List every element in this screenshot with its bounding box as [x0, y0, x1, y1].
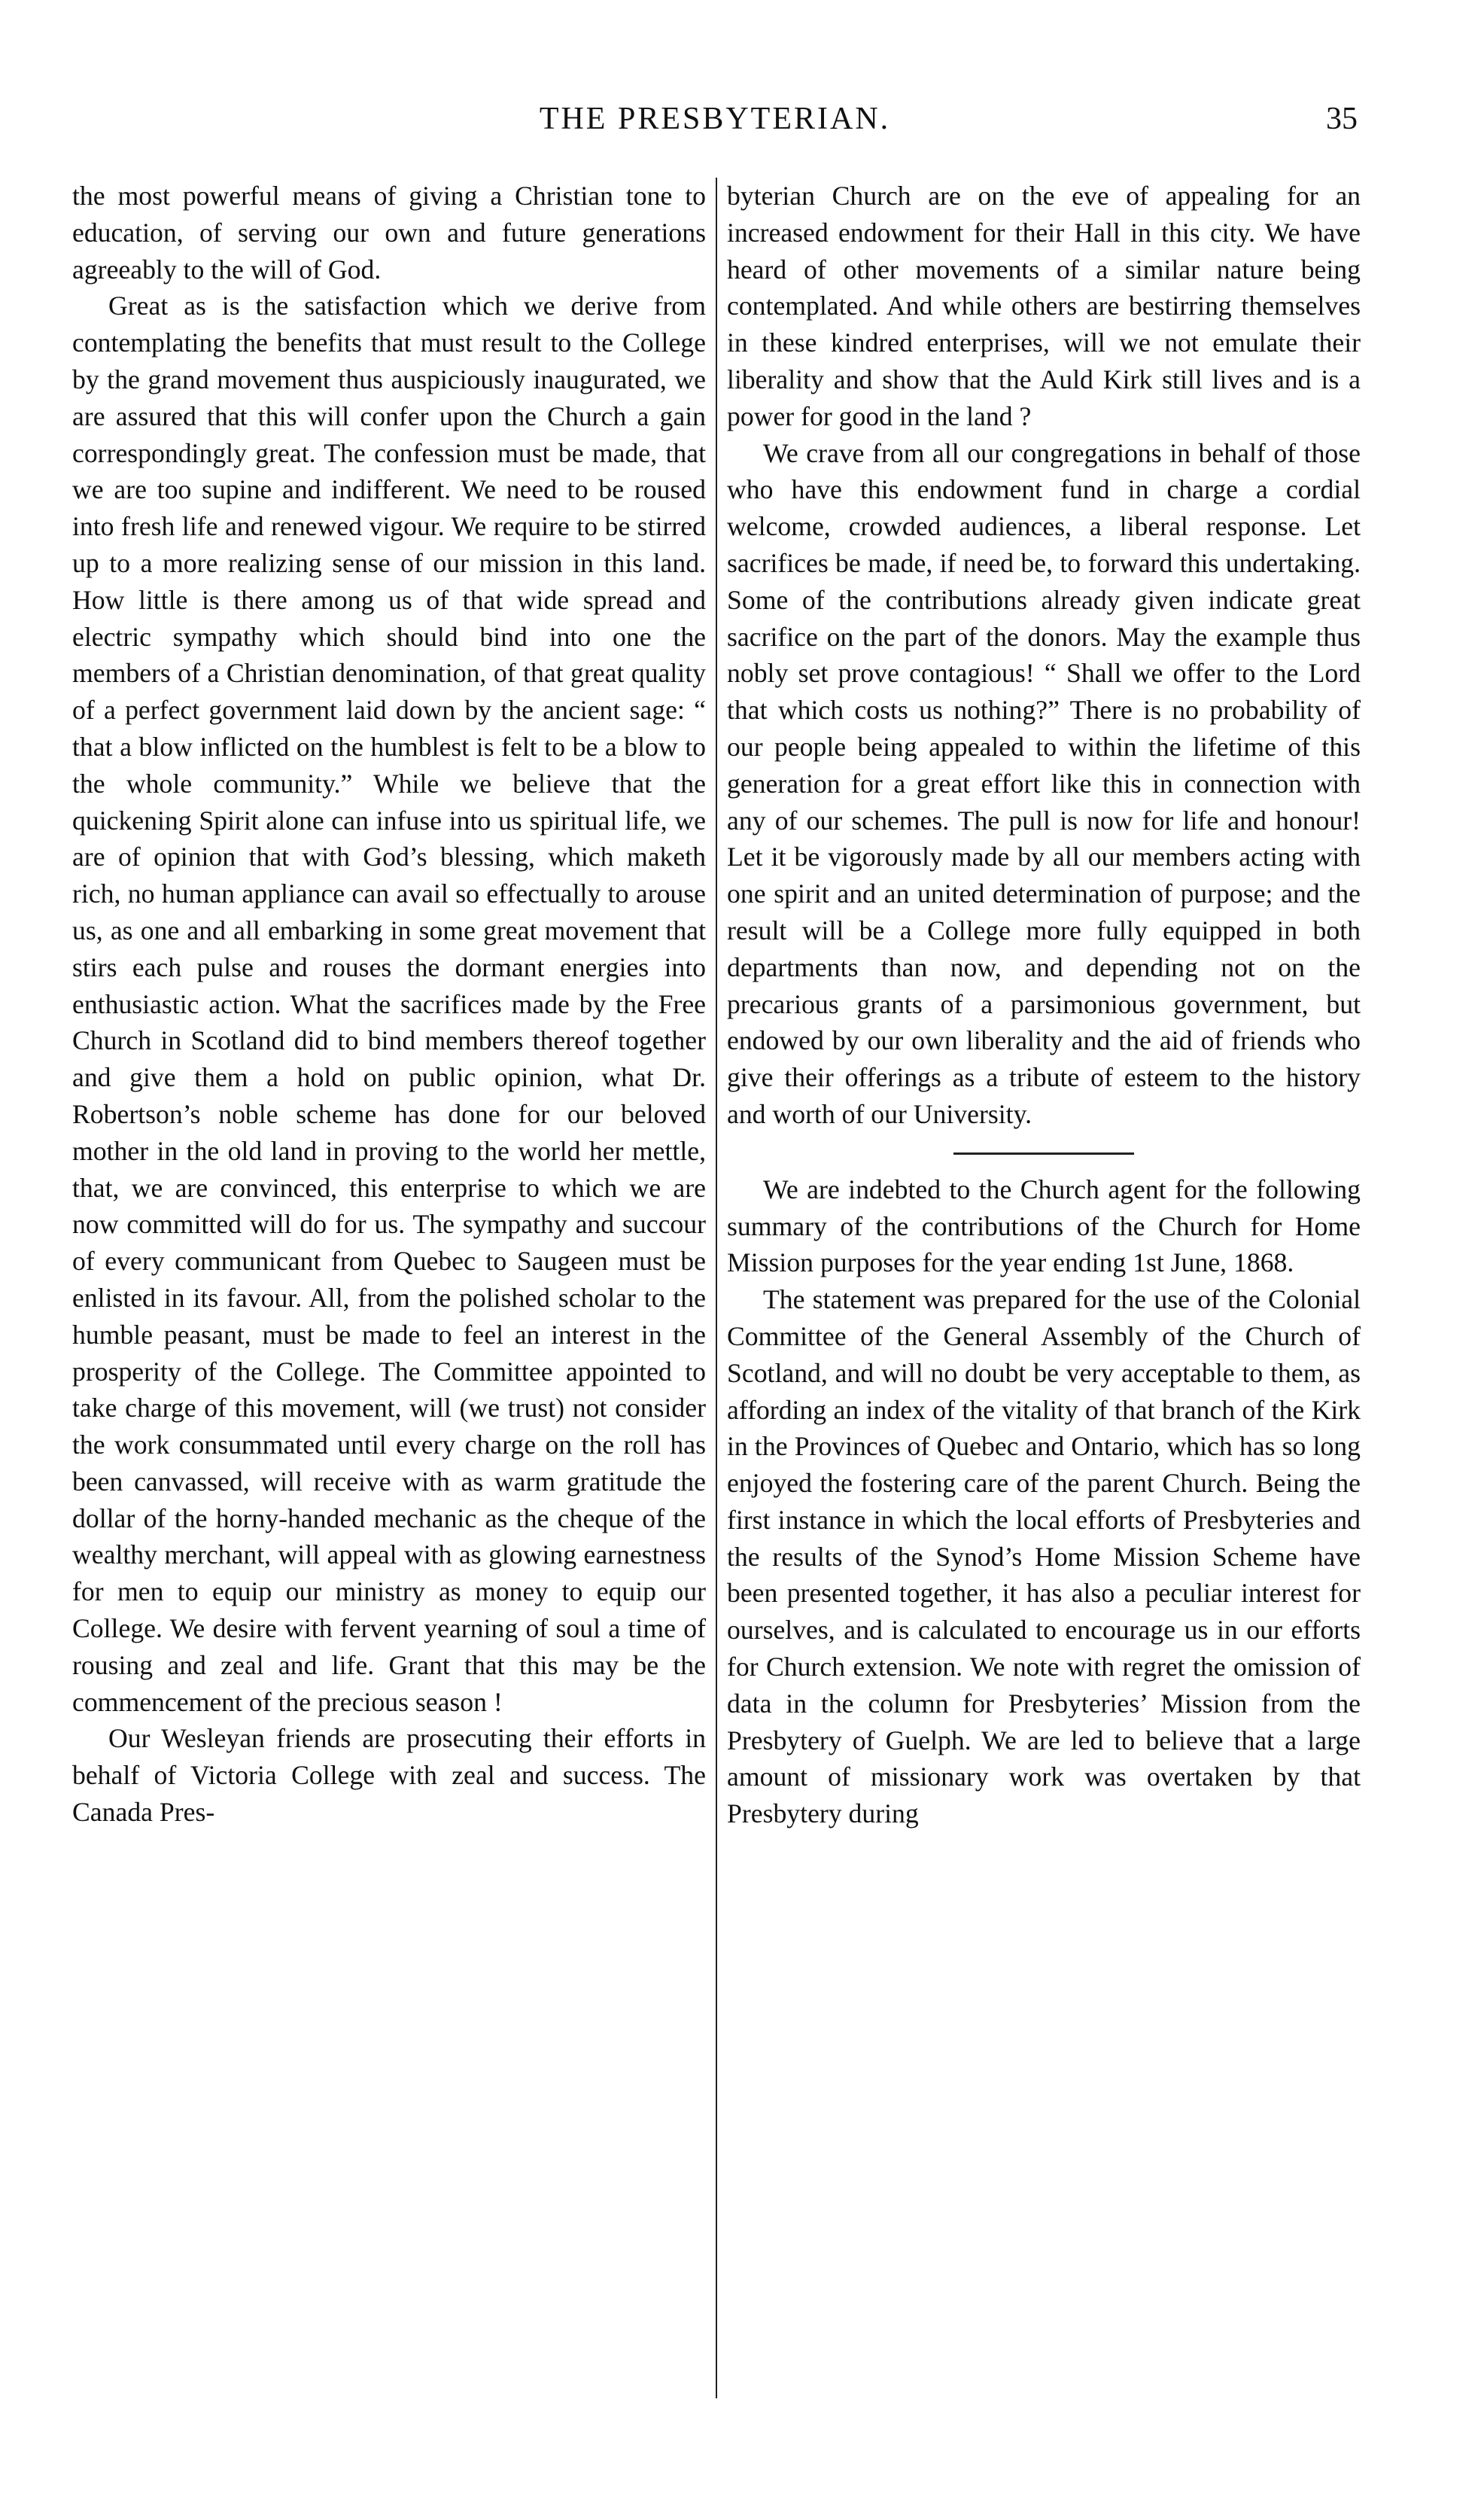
running-head	[72, 96, 1358, 142]
right-section2-paragraph-1: We are indebted to the Church agent for the following summary of the contributions of the Church for Home Mission purposes for the year ending 1st June, 1868.	[727, 1174, 1361, 1278]
right-paragraph-1: byterian Church are on the eve of appealing for an increased endowment for their Hall in this city. We have heard of other movements of a similar nature being contemplated. And while others are bestirring themselves in these kindred enterprises, will we not emulate their liberality and show that the Auld Kirk still lives and is a power for good in the land ?	[727, 181, 1361, 431]
section-divider	[953, 1152, 1134, 1155]
right-paragraph-2: We crave from all our congregations in behalf of those who have this endowment fund in charge a cordial welcome, crowded audiences, a liberal response. Let sacrifices be made, if need be, to forward this undertaking. Some of the contributions already given indicate great sacrifice on the part of the donors. May the example thus nobly set prove contagious! “ Shall we offer to the Lord that which costs us nothing?” There is no probability of our people being appealed to within the lifetime of this generation for a great effort like this in connection with any of our schemes. The pull is now for life and honour! Let it be vigorously made by all our members acting with one spirit and an united determination of purpose; and the result will be a College more fully equipped in both departments than now, and depending not on the precarious grants of a parsimonious government, but endowed by our own liberality and the aid of friends who give their offerings as a tribute of esteem to the history and worth of our University.	[727, 437, 1361, 1129]
left-paragraph-3: Our Wesleyan friends are prosecuting their efforts in behalf of Victoria College with zeal and success. The Canada Pres-	[72, 1723, 706, 1828]
right-column	[727, 178, 1361, 1832]
left-paragraph-1: the most powerful means of giving a Christian tone to education, of serving our own and future generations agreeably to the will of God.	[72, 181, 706, 285]
page-number: 35	[1326, 102, 1358, 136]
left-paragraph-2: Great as is the satisfaction which we derive from contemplating the benefits that must result to the College by the grand movement thus auspiciously inaugurated, we are assured that this will confer upon the Church a gain correspondingly great. The confession must be made, that we are too supine and indifferent. We need to be roused into fresh life and renewed vigour. We require to be stirred up to a more realizing sense of our mission in this land. How little is there among us of that wide spread and electric sympathy which should bind into one the members of a Christian denomination, of that great quality of a perfect government laid down by the ancient sage: “ that a blow inflicted on the humblest is felt to be a blow to the whole community.” While we believe that the quickening Spirit alone can infuse into us spiritual life, we are of opinion that with God’s blessing, which maketh rich, no human appliance can avail so effectually to arouse us, as one and all embarking in some great movement that stirs each pulse and rouses the dormant energies into enthusiastic action. What the sacrifices made by the Free Church in Scotland did to bind members thereof together and give them a hold on public opinion, what Dr. Robertson’s noble scheme has done for our beloved mother in the old land in proving to the world her mettle, that, we are convinced, this enterprise to which we are now committed will do for us. The sympathy and succour of every communicant from Quebec to Saugeen must be enlisted in its favour. All, from the polished scholar to the humble peasant, must be made to feel an interest in the prosperity of the College. The Committee appointed to take charge of this movement, will (we trust) not consider the work consummated until every charge on the roll has been canvassed, will receive with as warm gratitude the dollar of the horny-handed mechanic as the cheque of the wealthy merchant, will appeal with as glowing earnestness for men to equip our ministry as money to equip our College. We desire with fervent yearning of soul a time of rousing and zeal and life. Grant that this may be the commencement of the precious season !	[72, 291, 706, 1717]
left-column	[72, 178, 706, 1831]
right-section2-paragraph-2: The statement was prepared for the use of the Colonial Committee of the General Assembly of the Church of Scotland, and will no doubt be very acceptable to them, as affording an index of the vitality of that branch of the Kirk in the Provinces of Quebec and Ontario, which has so long enjoyed the fostering care of the parent Church. Being the first instance in which the local efforts of Presbyteries and the results of the Synod’s Home Mission Scheme have been presented together, it has also a peculiar interest for ourselves, and is calculated to encourage us in our efforts for Church extension. We note with regret the omission of data in the column for Presbyteries’ Mission from the Presbytery of Guelph. We are led to believe that a large amount of missionary work was overtaken by that Presbytery during	[727, 1284, 1361, 1829]
running-title: THE PRESBYTERIAN.	[539, 102, 891, 136]
column-divider	[716, 178, 717, 2398]
